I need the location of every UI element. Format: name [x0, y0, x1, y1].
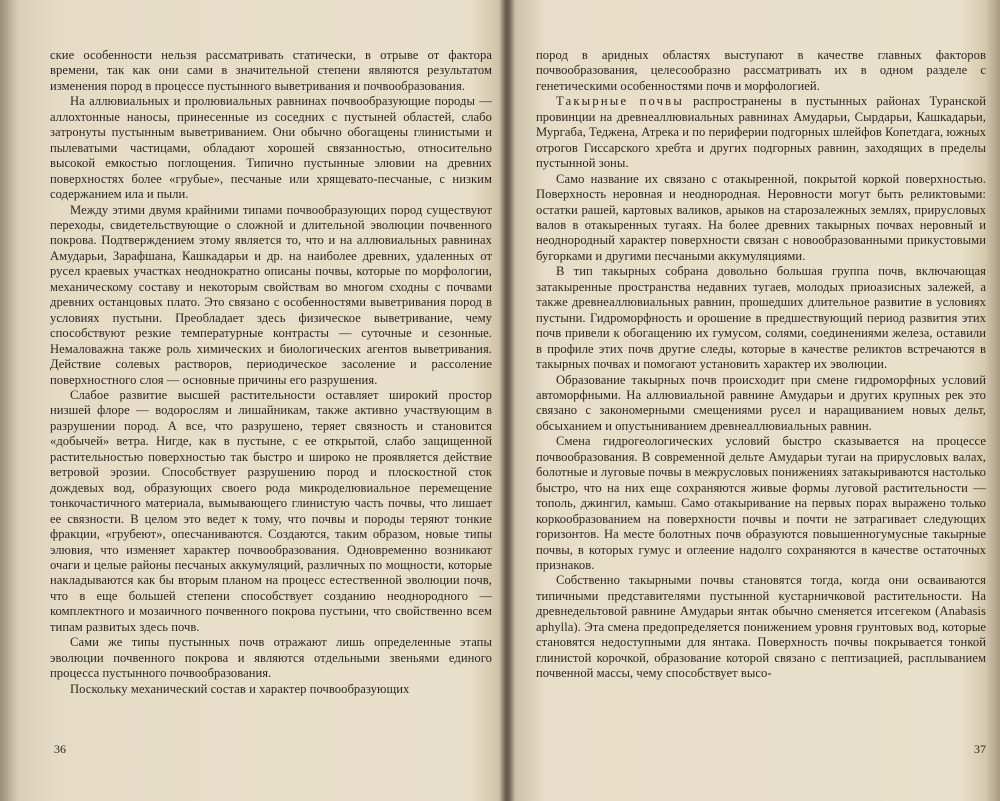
paragraph-text: Сами же типы пустынных почв отражают лишь определенные этапы эволюции почвенного покрова и являются отдельными звеньями единого процесса пустынного почвообразования. — [50, 635, 492, 681]
paragraph — [50, 203, 492, 388]
paragraph — [536, 48, 986, 94]
right-page-text — [536, 48, 986, 682]
paragraph — [50, 682, 492, 697]
left-page-number: 36 — [54, 742, 66, 756]
paragraph-text: Собственно такырными почвы становятся тогда, когда они осваиваются типичными представителями пустынной кустарничковой растительности. На древнедельтовой равнине Амударьи янтак обычно сменяется итсегеком (Anabasis aphylla). Эта смена предопределяется понижением уровня грунтовых вод, которые становятся недоступными для янтака. Поверхность почвы покрывается тонкой глинистой корочкой, образование которой связано с пептизацией, расплыванием почвенной массы, чему способствует высо- — [536, 573, 986, 681]
paragraph-text: пород в аридных областях выступают в качестве главных факторов почвообразования, целесообразно рассматривать их в одном разделе с генетическими особенностями почв и морфологией. — [536, 48, 986, 93]
paragraph — [536, 434, 986, 573]
right-page — [506, 0, 1000, 801]
paragraph-text: Образование такырных почв происходит при смене гидроморфных условий автоморфными. На аллювиальной равнине Амударьи и других крупных рек это связано с закономерными смещениями русел и наращиванием новых дельт, обсыханием и опустыниванием древнеаллювиальных равнин. — [536, 372, 986, 433]
paragraph-text: Поскольку механический состав и характер почвообразующих — [70, 681, 410, 696]
paragraph-text: ские особенности нельзя рассматривать статически, в отрыве от фактора времени, так как они сами в значительной степени являются результатом изменения пород в процессе пустынного выветривания и почвообразования. — [50, 48, 492, 93]
left-page-text — [50, 48, 492, 697]
paragraph-text: распространены в пустынных районах Туранской провинции на древнеаллювиальных равнинах Амударьи, Сырдарьи, Кашкадарьи, Мургаба, Теджена, Атрека и по периферии подгорных шлейфов Копетдага, южных отрогов Гиссарского хребта и других подгорных равнин, заходящих в пределы пустынной зоны. — [536, 94, 986, 171]
paragraph — [50, 48, 492, 94]
paragraph — [536, 94, 986, 171]
paragraph-text: В тип такырных собрана довольно большая группа почв, включающая затакыренные пространства недавних тугаев, молодых приоазисных залежей, а также древнеаллювиальных равнин, прошедших длительное развитие в условиях пустыни. Гидроморфность и орошение в предшествующий период развития этих почв привели к обогащению их гумусом, солями, соединениями железа, оставили в профиле этих почв другие следы, которые в качестве реликтов встречаются в такырных почвах и помогают установить характер их эволюции. — [536, 264, 986, 372]
paragraph-text: Между этими двумя крайними типами почвообразующих пород существуют переходы, свидетельствующие о сложной и длительной эволюции почвенного покрова. Подтверждением этому является то, что и на аллювиальных равнинах Амударьи, Зарафшана, Кашкадарьи и др. на наиболее древних, удаленных от русел краевых участках неоднократно описаны почвы, которые по морфологии, механическому составу и некоторым свойствам во многом сходны с почвами древних останцовых плато. Это связано с особенностями выветривания пород в условиях пустыни. Преобладает здесь физическое выветривание, чему способствуют резкие температурные контрасты — суточные и сезонные. Немаловажна также роль химических и биологических агентов выветривания. Действие солевых растворов, периодическое засоление и рассоление поверхностного слоя — основные причины его разрушения. — [50, 202, 492, 387]
paragraph — [536, 573, 986, 681]
paragraph-text: Слабое развитие высшей растительности оставляет широкий простор низшей флоре — водорослям и лишайникам, также активно участвующим в разрушении пород. А все, что разрушено, теряет связность и становится «добычей» ветра. Нигде, как в пустыне, с ее открытой, слабо защищенной растительностью поверхностью так быстро и широко не проявляется действие ветровой эрозии. Способствует разрушению пород и плоскостной сток дождевых вод, образующих своего рода микроделювиальное перемещение тонкочастичного материала, вымывающего глинистую часть почвы, что лишает ее связности. В целом это ведет к тому, что почвы и породы теряют тонкие фракции, «грубеют», опесчаниваются. Создаются, таким образом, новые типы элювия, что изменяет характер почвообразования. Одновременно возникают очаги и целые районы песчаных аккумуляций, различных по мощности, которые накладываются как бы вторым планом на процесс естественной эволюции почв, что в еще большей степени способствует созданию неоднородного — комплектного и мозаичного почвенного покрова пустыни, что свойственно всем типам развитых здесь почв. — [50, 387, 492, 634]
right-page-number: 37 — [974, 742, 986, 756]
section-lead: Такырные почвы — [556, 94, 684, 109]
paragraph-text: Само название их связано с отакыренной, покрытой коркой поверхностью. Поверхность неровная и неоднородная. Неровности могут быть реликтовыми: остатки рашей, картовых валиков, арыков на старозалежных землях, прирусловых валов в отакыренных тугаях. На более древних такырных почвах неровный и неоднородный характер поверхности связан с новообразованными прикустовыми бугорками и другими песчаными аккумуляциями. — [536, 171, 986, 263]
paragraph — [536, 264, 986, 372]
paragraph — [50, 635, 492, 681]
paragraph-text: Смена гидрогеологических условий быстро сказывается на процессе почвообразования. В современной дельте Амударьи тугаи на прирусловых валах, болотные и луговые почвы в межрусловых понижениях затакыриваются настолько быстро, что на них еще сохраняются живые формы луговой растительности — тополь, джингил, камыш. Само отакыривание на первых порах выражено только коркообразованием на поверхности почвы и почти не затрагивает следующих горизонтов. На месте болотных почв образуются повышенногумусные такырные почвы, в которых гумус и оглеение надолго сохраняются в качестве остаточных признаков. — [536, 434, 986, 572]
paragraph — [536, 172, 986, 265]
paragraph-text: На аллювиальных и пролювиальных равнинах почвообразующие породы — аллохтонные наносы, принесенные из соседних с пустыней областей, слабо затронуты пустынным выветриванием. Они обычно обогащены глинистыми и пылеватыми частицами, обладают хорошей связанностью, относительно высокой емкостью поглощения. Типично пустынные элювии на древних поверхностях более «грубые», песчаные или хрящевато-песчаные, с низким содержанием ила и пыли. — [50, 94, 492, 202]
paragraph — [50, 388, 492, 635]
paragraph — [536, 373, 986, 435]
paragraph — [50, 94, 492, 202]
